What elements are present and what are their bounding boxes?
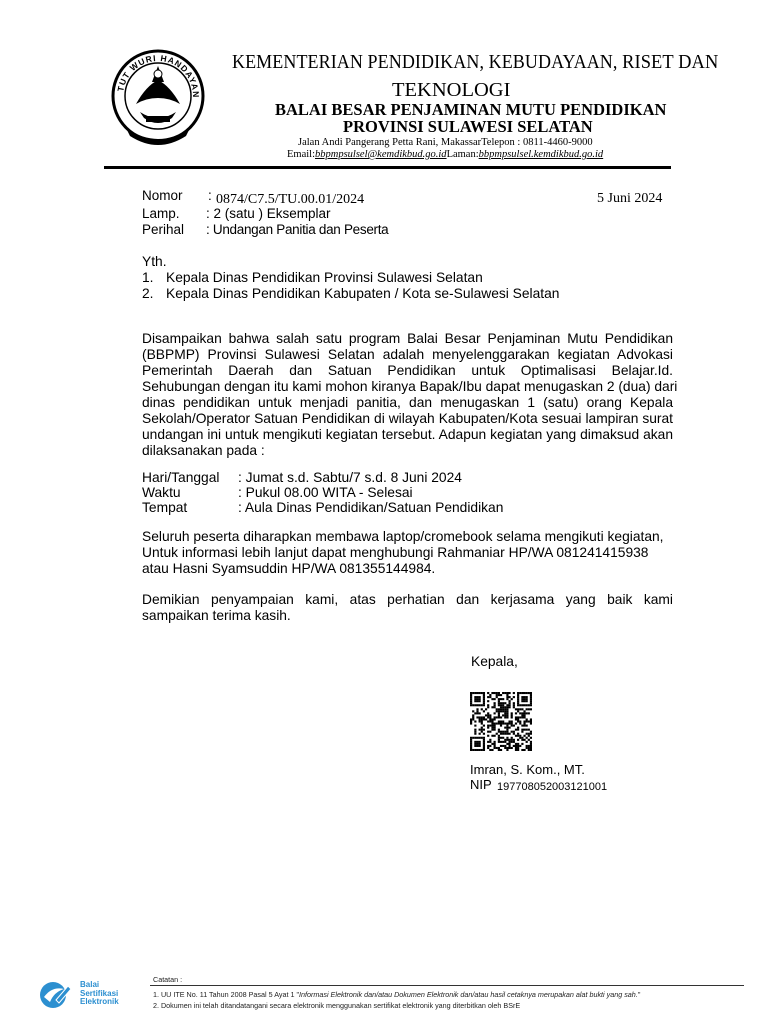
paragraph1-line: dilaksanakan pada :	[142, 443, 265, 458]
recipient-2: Kepala Dinas Pendidikan Kabupaten / Kota se-Sulawesi Selatan	[166, 286, 560, 301]
greeting: Yth.	[142, 254, 167, 269]
perihal-value: : Undangan Panitia dan Peserta	[206, 222, 389, 237]
schedule-place-value: : Aula Dinas Pendidikan/Satuan Pendidikan	[238, 500, 504, 515]
paragraph2-line: Seluruh peserta diharapkan membawa laptop/cromebook selama mengikuti kegiatan,	[142, 529, 664, 544]
schedule-day-label: Hari/Tanggal	[142, 470, 220, 485]
signature-title: Kepala,	[471, 654, 518, 669]
paragraph1-line: Disampaikan bahwa salah satu program Balai Besar Penjaminan Mutu Pendidikan	[142, 331, 673, 346]
province-name: PROVINSI SULAWESI SELATAN	[343, 117, 593, 136]
nip-value: 197708052003121001	[497, 781, 608, 793]
paragraph3-line: Demikian penyampaian kami, atas perhatian dan kerjasama yang baik kami	[142, 592, 673, 607]
schedule-time-label: Waktu	[142, 485, 181, 500]
nomor-value: 0874/C7.5/TU.00.01/2024	[216, 192, 365, 207]
recipient-2-number: 2.	[142, 286, 154, 301]
letter-date: 5 Juni 2024	[597, 191, 663, 206]
paragraph1-line: Sehubungan dengan itu kami mohon kiranya Bapak/Ibu dapat menugaskan 2 (dua) dari	[142, 379, 678, 394]
nip-label: NIP	[470, 777, 492, 792]
paragraph1-line: undangan ini untuk mengikuti kegiatan tersebut. Adapun kegiatan yang dimaksud akan	[142, 427, 673, 442]
paragraph2-line: Untuk informasi lebih lanjut dapat menghubungi Rahmaniar HP/WA 081241415938	[142, 545, 649, 560]
schedule-time-value: : Pukul 08.00 WITA - Selesai	[238, 485, 413, 500]
footer-divider	[150, 985, 744, 986]
office-name: BALAI BESAR PENJAMINAN MUTU PENDIDIKAN	[275, 100, 667, 119]
paragraph3-line: sampaikan terima kasih.	[142, 608, 291, 623]
ministry-name-line1: KEMENTERIAN PENDIDIKAN, KEBUDAYAAN, RISET DAN	[232, 51, 719, 73]
bsre-logo-icon	[38, 980, 76, 1010]
ministry-name-line2: TEKNOLOGI	[392, 79, 511, 101]
bsre-name: Balai Sertifikasi Elektronik	[80, 980, 119, 1006]
recipient-1: Kepala Dinas Pendidikan Provinsi Sulawesi Selatan	[166, 270, 483, 285]
email-link[interactable]: bbpmpsulsel@kemdikbud.go.id	[315, 149, 447, 160]
signatory-name: Imran, S. Kom., MT.	[470, 762, 585, 777]
logo-motto-text: TUT WURI HANDAYAN	[115, 52, 202, 99]
paragraph1-line: dinas pendidikan untuk menjadi panitia, dan menugaskan 1 (satu) orang Kepala	[142, 395, 673, 410]
lamp-value: : 2 (satu ) Eksemplar	[206, 206, 331, 221]
footer-note-1: 1. UU ITE No. 11 Tahun 2008 Pasal 5 Ayat 1 "Informasi Elektronik dan/atau Dokumen Elektronik dan/atau hasil cetaknya merupakan alat bukti yang sah."	[153, 990, 641, 999]
footer-note-2: 2. Dokumen ini telah ditandatangani secara elektronik menggunakan sertifikat elektronik yang diterbitkan oleh BSrE	[153, 1001, 521, 1010]
schedule-day-value: : Jumat s.d. Sabtu/7 s.d. 8 Juni 2024	[238, 470, 462, 485]
tut-wuri-handayani-logo	[106, 46, 210, 156]
footer-note-heading: Catatan :	[153, 975, 183, 984]
schedule-place-label: Tempat	[142, 500, 188, 515]
lamp-label: Lamp.	[142, 206, 180, 221]
paragraph1-line: Sekolah/Operator Satuan Pendidikan di wilayah Kabupaten/Kota sesuai lampiran surat	[142, 411, 673, 426]
nomor-separator: :	[208, 188, 212, 203]
office-address: Jalan Andi Pangerang Petta Rani, MakassarTelepon : 0811-4460-9000	[298, 137, 593, 148]
paragraph1-line: (BBPMP) Provinsi Sulawesi Selatan adalah menyelenggarakan kegiatan Advokasi	[142, 347, 673, 362]
letterhead-divider	[104, 166, 671, 169]
website-link[interactable]: bbpmpsulsel.kemdikbud.go.id	[478, 149, 604, 160]
nomor-label: Nomor	[142, 188, 183, 203]
paragraph1-line: Pemerintah Daerah dan Satuan Pendidikan untuk Optimalisasi Belajar.Id.	[142, 363, 673, 378]
recipient-1-number: 1.	[142, 270, 154, 285]
paragraph2-line: atau Hasni Syamsuddin HP/WA 081355144984.	[142, 561, 436, 576]
qr-code-icon	[470, 692, 532, 751]
contact-line: Email:bbpmpsulsel@kemdikbud.go.idLaman:bbpmpsulsel.kemdikbud.go.id	[287, 149, 604, 160]
perihal-label: Perihal	[142, 222, 185, 237]
